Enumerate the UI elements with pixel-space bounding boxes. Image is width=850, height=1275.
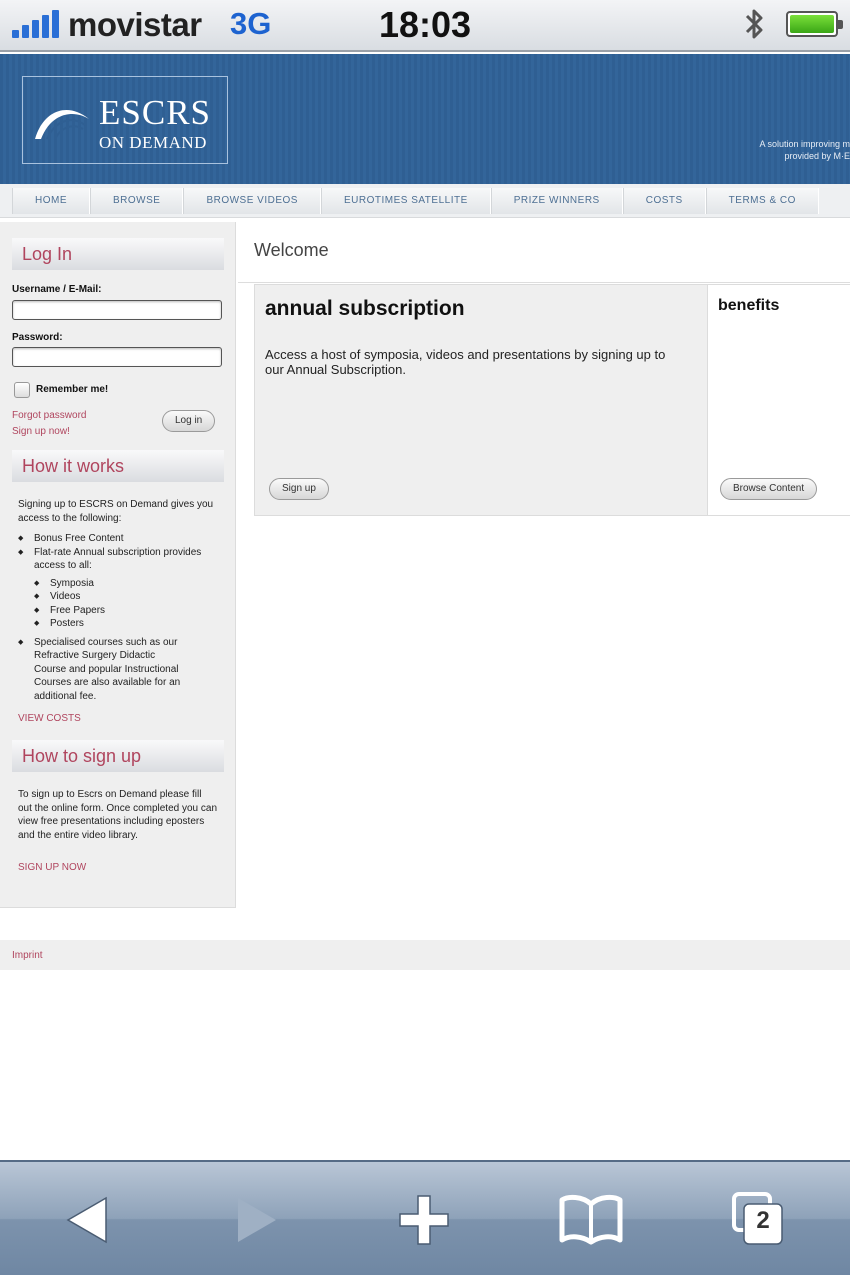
sign-up-button[interactable]: Sign up	[269, 478, 329, 500]
divider	[238, 282, 850, 283]
nav-item-terms[interactable]: TERMS & CO	[706, 188, 819, 214]
username-label: Username / E-Mail:	[12, 284, 102, 295]
bluetooth-icon	[742, 6, 768, 42]
header-tagline: A solution improving m provided by M·E	[759, 139, 850, 161]
pages-button[interactable]	[728, 1190, 788, 1250]
remember-me-checkbox[interactable]	[14, 382, 30, 398]
browse-content-button[interactable]: Browse Content	[720, 478, 817, 500]
how-it-works-intro: Signing up to ESCRS on Demand gives you access to the following:	[18, 499, 214, 524]
network-type: 3G	[230, 6, 272, 41]
logo-title: ESCRS	[99, 93, 211, 132]
main-navigation	[0, 184, 850, 218]
nav-item-home[interactable]: HOME	[12, 188, 90, 214]
subscription-text: Access a host of symposia, videos and presentations by signing up to our Annual Subscription.	[265, 347, 666, 377]
logo-subtitle: ON DEMAND	[99, 133, 207, 152]
browser-toolbar	[0, 1160, 850, 1275]
list-item: ◆ Specialised courses such as our Refractive Surgery Didactic	[18, 636, 218, 663]
logo-swoosh-icon	[33, 99, 91, 143]
login-heading: Log In	[12, 238, 224, 270]
list-subitem: ◆ Symposia	[18, 577, 218, 591]
login-button[interactable]: Log in	[162, 410, 215, 432]
bookmarks-book-icon[interactable]	[558, 1190, 624, 1250]
remember-me-label: Remember me!	[36, 384, 109, 395]
forward-arrow-icon[interactable]	[226, 1190, 286, 1250]
how-it-works-heading: How it works	[12, 450, 224, 482]
list-item: ◆ Flat-rate Annual subscription provides access to all:	[18, 546, 218, 573]
benefits-title: benefits	[718, 297, 780, 314]
signup-now-link[interactable]: Sign up now!	[12, 426, 70, 437]
escrs-logo[interactable]	[22, 76, 228, 164]
benefits-panel	[708, 284, 850, 516]
plus-icon[interactable]	[394, 1190, 454, 1250]
list-item: ◆ Bonus Free Content	[18, 532, 218, 546]
status-bar	[0, 0, 850, 52]
list-subitem: ◆ Videos	[18, 590, 218, 604]
nav-item-prize-winners[interactable]: PRIZE WINNERS	[491, 188, 623, 214]
back-arrow-icon[interactable]	[58, 1190, 118, 1250]
clock: 18:03	[378, 4, 472, 45]
imprint-link[interactable]: Imprint	[12, 950, 43, 961]
forgot-password-link[interactable]: Forgot password	[12, 410, 87, 421]
subscription-title: annual subscription	[265, 297, 465, 320]
page-title: Welcome	[254, 240, 329, 260]
nav-item-costs[interactable]: COSTS	[623, 188, 706, 214]
view-costs-link[interactable]: VIEW COSTS	[18, 713, 81, 724]
list-item-continued: Course and popular Instructional Courses are also available for an additional fee.	[34, 663, 181, 702]
carrier-name: movistar	[68, 6, 202, 43]
username-input[interactable]	[12, 300, 222, 320]
nav-item-browse-videos[interactable]: BROWSE VIDEOS	[183, 188, 321, 214]
how-to-sign-up-heading: How to sign up	[12, 740, 224, 772]
pages-count: 2	[756, 1207, 770, 1234]
subscription-panel	[254, 284, 708, 516]
nav-item-browse[interactable]: BROWSE	[90, 188, 183, 214]
battery-icon	[786, 11, 838, 37]
password-input[interactable]	[12, 347, 222, 367]
page-footer	[0, 940, 850, 970]
nav-item-eurotimes-satellite[interactable]: EUROTIMES SATELLITE	[321, 188, 491, 214]
password-label: Password:	[12, 332, 63, 343]
sidebar	[0, 222, 236, 908]
list-subitem: ◆ Free Papers	[18, 604, 218, 618]
sign-up-now-link[interactable]: SIGN UP NOW	[18, 862, 87, 873]
site-header	[0, 54, 850, 184]
how-it-works-list	[18, 532, 218, 703]
list-subitem: ◆ Posters	[18, 617, 218, 631]
how-to-sign-up-text: To sign up to Escrs on Demand please fill out the online form. Once completed you can view free presentations including eposters and the entire video library.	[18, 789, 218, 841]
